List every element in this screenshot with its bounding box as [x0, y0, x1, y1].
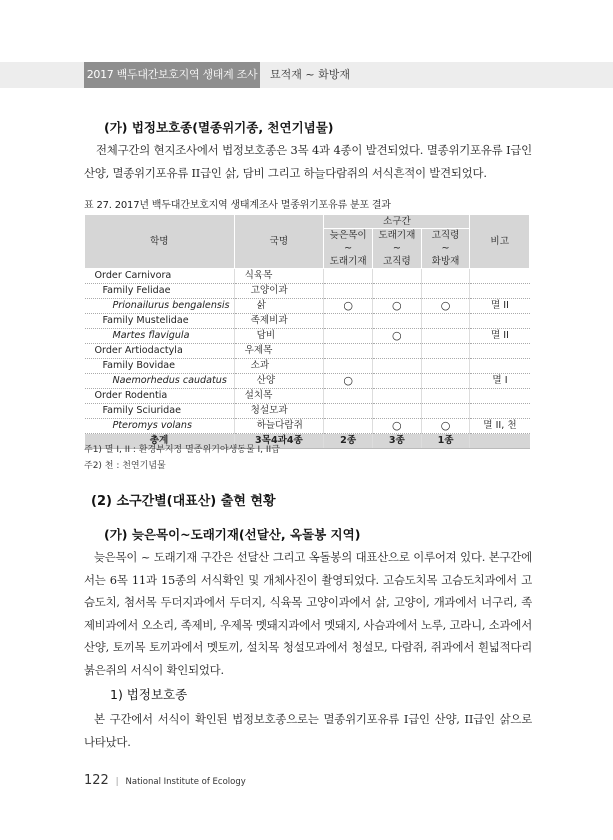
- cell-scientific: Family Mustelidae: [85, 314, 235, 329]
- cell-seg1: ○: [324, 374, 373, 389]
- cell-scientific: Family Felidae: [85, 284, 235, 299]
- cell-seg3: [421, 404, 470, 419]
- table-row: [85, 314, 530, 329]
- cell-korean: 청설모과: [234, 404, 324, 419]
- cell-seg2: [373, 269, 422, 284]
- header-segment-1-start: 늦은목이: [329, 230, 367, 241]
- cell-korean: 족제비과: [234, 314, 324, 329]
- footer-separator: |: [115, 777, 119, 787]
- cell-remarks: [470, 404, 530, 419]
- header-korean-name: 국명: [234, 215, 324, 269]
- header-segment-3-start: 고직령: [431, 230, 460, 241]
- cell-scientific: Naemorhedus caudatus: [85, 374, 235, 389]
- cell-seg1: [324, 389, 373, 404]
- header-segment-1-end: 도래기재: [329, 256, 367, 267]
- cell-seg3: [421, 344, 470, 359]
- total-seg1: 2종: [324, 434, 373, 449]
- cell-seg2: ○: [373, 329, 422, 344]
- header-remarks: 비고: [470, 215, 530, 269]
- cell-remarks: 멸 I: [470, 374, 530, 389]
- header-segment-3: [421, 229, 470, 269]
- endangered-mammal-table: [84, 214, 530, 449]
- total-seg2: 3종: [373, 434, 422, 449]
- table-note-2: 주2) 천 : 천연기념물: [84, 461, 166, 471]
- cell-remarks: 멸 II: [470, 329, 530, 344]
- cell-remarks: [470, 359, 530, 374]
- section-heading-subsections: (2) 소구간별(대표산) 출현 현황: [91, 494, 276, 509]
- cell-scientific: Family Sciuridae: [85, 404, 235, 419]
- cell-seg3: [421, 359, 470, 374]
- table-row: [85, 299, 530, 314]
- cell-seg2: [373, 284, 422, 299]
- header-segment-2: [373, 229, 422, 269]
- cell-seg2: [373, 374, 422, 389]
- cell-seg1: [324, 359, 373, 374]
- table-caption: 표 27. 2017년 백두대간보호지역 생태계조사 멸종위기포유류 분포 결과: [84, 200, 391, 211]
- cell-korean: 담비: [234, 329, 324, 344]
- cell-seg1: [324, 314, 373, 329]
- cell-seg3: [421, 389, 470, 404]
- cell-scientific: Order Rodentia: [85, 389, 235, 404]
- cell-seg1: [324, 404, 373, 419]
- cell-seg3: [421, 269, 470, 284]
- page-footer: [84, 773, 246, 788]
- table-row: [85, 284, 530, 299]
- table-row: [85, 374, 530, 389]
- header-segment-1-tilde: ~: [344, 243, 353, 254]
- cell-remarks: [470, 284, 530, 299]
- total-seg3: 1종: [421, 434, 470, 449]
- header-segment-1: [324, 229, 373, 269]
- paragraph-protected-species: 전체구간의 현지조사에서 법정보호종은 3목 4과 4종이 발견되었다. 멸종위기포유류 I급인 산양, 멸종위기포유류 II급인 삵, 담비 그리고 하늘다람쥐의 서식흔적이 발견되었다.: [84, 143, 532, 180]
- cell-korean: 소과: [234, 359, 324, 374]
- cell-seg2: [373, 314, 422, 329]
- header-segment-3-tilde: ~: [441, 243, 450, 254]
- header-scientific-name: 학명: [85, 215, 235, 269]
- footer-institute: National Institute of Ecology: [125, 777, 246, 787]
- cell-seg2: [373, 389, 422, 404]
- table-row: [85, 404, 530, 419]
- table-row: [85, 269, 530, 284]
- cell-korean: 하늘다람쥐: [234, 419, 324, 434]
- cell-scientific: Order Artiodactyla: [85, 344, 235, 359]
- cell-remarks: [470, 344, 530, 359]
- paragraph-protected-segment-1: 본 구간에서 서식이 확인된 법정보호종으로는 멸종위기포유류 I급인 산양, II급인 삵으로 나타났다.: [84, 712, 532, 749]
- paragraph-segment-1: 늦은목이 ~ 도래기재 구간은 선달산 그리고 옥돌봉의 대표산으로 이루어져 있다. 본구간에서는 6목 11과 15종의 서식확인 및 개체사진이 촬영되었다. 고슴도치목 고슴도치과에서 고슴도치, 첨서목 두더지과에서 두더지, 식육목 고양이과에서 삵, 고양이, 개과에서 너구리, 족제비과에서 오소리, 족제비, 우제목 멧돼지과에서 멧돼지, 사슴과에서 노루, 고라니, 소과에서 산양, 토끼목 토끼과에서 멧토끼, 설치목 청설모과에서 청설모, 다람쥐, 쥐과에서 흰넓적다리붉은쥐의 서식이 확인되었다.: [84, 550, 532, 677]
- cell-seg2: [373, 359, 422, 374]
- subsection-heading-protected: 1) 법정보호종: [110, 687, 188, 702]
- table-row: [85, 329, 530, 344]
- cell-remarks: [470, 389, 530, 404]
- cell-scientific: Pteromys volans: [85, 419, 235, 434]
- cell-remarks: [470, 314, 530, 329]
- table-row: [85, 389, 530, 404]
- cell-seg3: [421, 329, 470, 344]
- header-segment-3-end: 화방재: [431, 256, 460, 267]
- cell-seg3: [421, 284, 470, 299]
- header-subsection-group: 소구간: [324, 215, 470, 229]
- header-segment-2-start: 도래기재: [378, 230, 416, 241]
- cell-seg3: ○: [421, 419, 470, 434]
- cell-seg1: [324, 344, 373, 359]
- cell-seg3: [421, 374, 470, 389]
- header-segment-2-end: 고직령: [382, 256, 411, 267]
- cell-korean: 삵: [234, 299, 324, 314]
- cell-scientific: Family Bovidae: [85, 359, 235, 374]
- cell-seg2: ○: [373, 299, 422, 314]
- cell-remarks: 멸 II, 천: [470, 419, 530, 434]
- cell-korean: 산양: [234, 374, 324, 389]
- section-heading-protected-species: (가) 법정보호종(멸종위기종, 천연기념물): [104, 120, 334, 135]
- header-segment-2-tilde: ~: [392, 243, 401, 254]
- cell-korean: 식육목: [234, 269, 324, 284]
- cell-scientific: Order Carnivora: [85, 269, 235, 284]
- cell-seg1: [324, 269, 373, 284]
- cell-scientific: Prionailurus bengalensis: [85, 299, 235, 314]
- cell-seg1: [324, 284, 373, 299]
- cell-seg3: [421, 314, 470, 329]
- cell-scientific: Martes flavigula: [85, 329, 235, 344]
- cell-seg2: ○: [373, 419, 422, 434]
- running-header-chapter: 묘적재 ~ 화방재: [270, 68, 350, 81]
- cell-seg2: [373, 344, 422, 359]
- section-heading-segment-1: (가) 늦은목이~도래기재(선달산, 옥돌봉 지역): [104, 527, 361, 542]
- cell-korean: 설치목: [234, 389, 324, 404]
- cell-seg1: [324, 419, 373, 434]
- table-note-1: 주1) 멸 I, II : 환경부지정 멸종위기야생동물 I, II급: [84, 445, 280, 455]
- table-row: [85, 359, 530, 374]
- running-header-title: 2017 백두대간보호지역 생태계 조사: [84, 62, 260, 88]
- cell-remarks: [470, 269, 530, 284]
- page-number: 122: [84, 773, 109, 788]
- cell-korean: 고양이과: [234, 284, 324, 299]
- cell-korean: 우제목: [234, 344, 324, 359]
- cell-seg2: [373, 404, 422, 419]
- table-row: [85, 344, 530, 359]
- cell-seg1: ○: [324, 299, 373, 314]
- cell-seg1: [324, 329, 373, 344]
- total-label: 총계: [85, 434, 235, 449]
- total-remarks: [470, 434, 530, 449]
- total-taxa: 3목4과4종: [234, 434, 324, 449]
- cell-seg3: ○: [421, 299, 470, 314]
- cell-remarks: 멸 II: [470, 299, 530, 314]
- table-row: [85, 419, 530, 434]
